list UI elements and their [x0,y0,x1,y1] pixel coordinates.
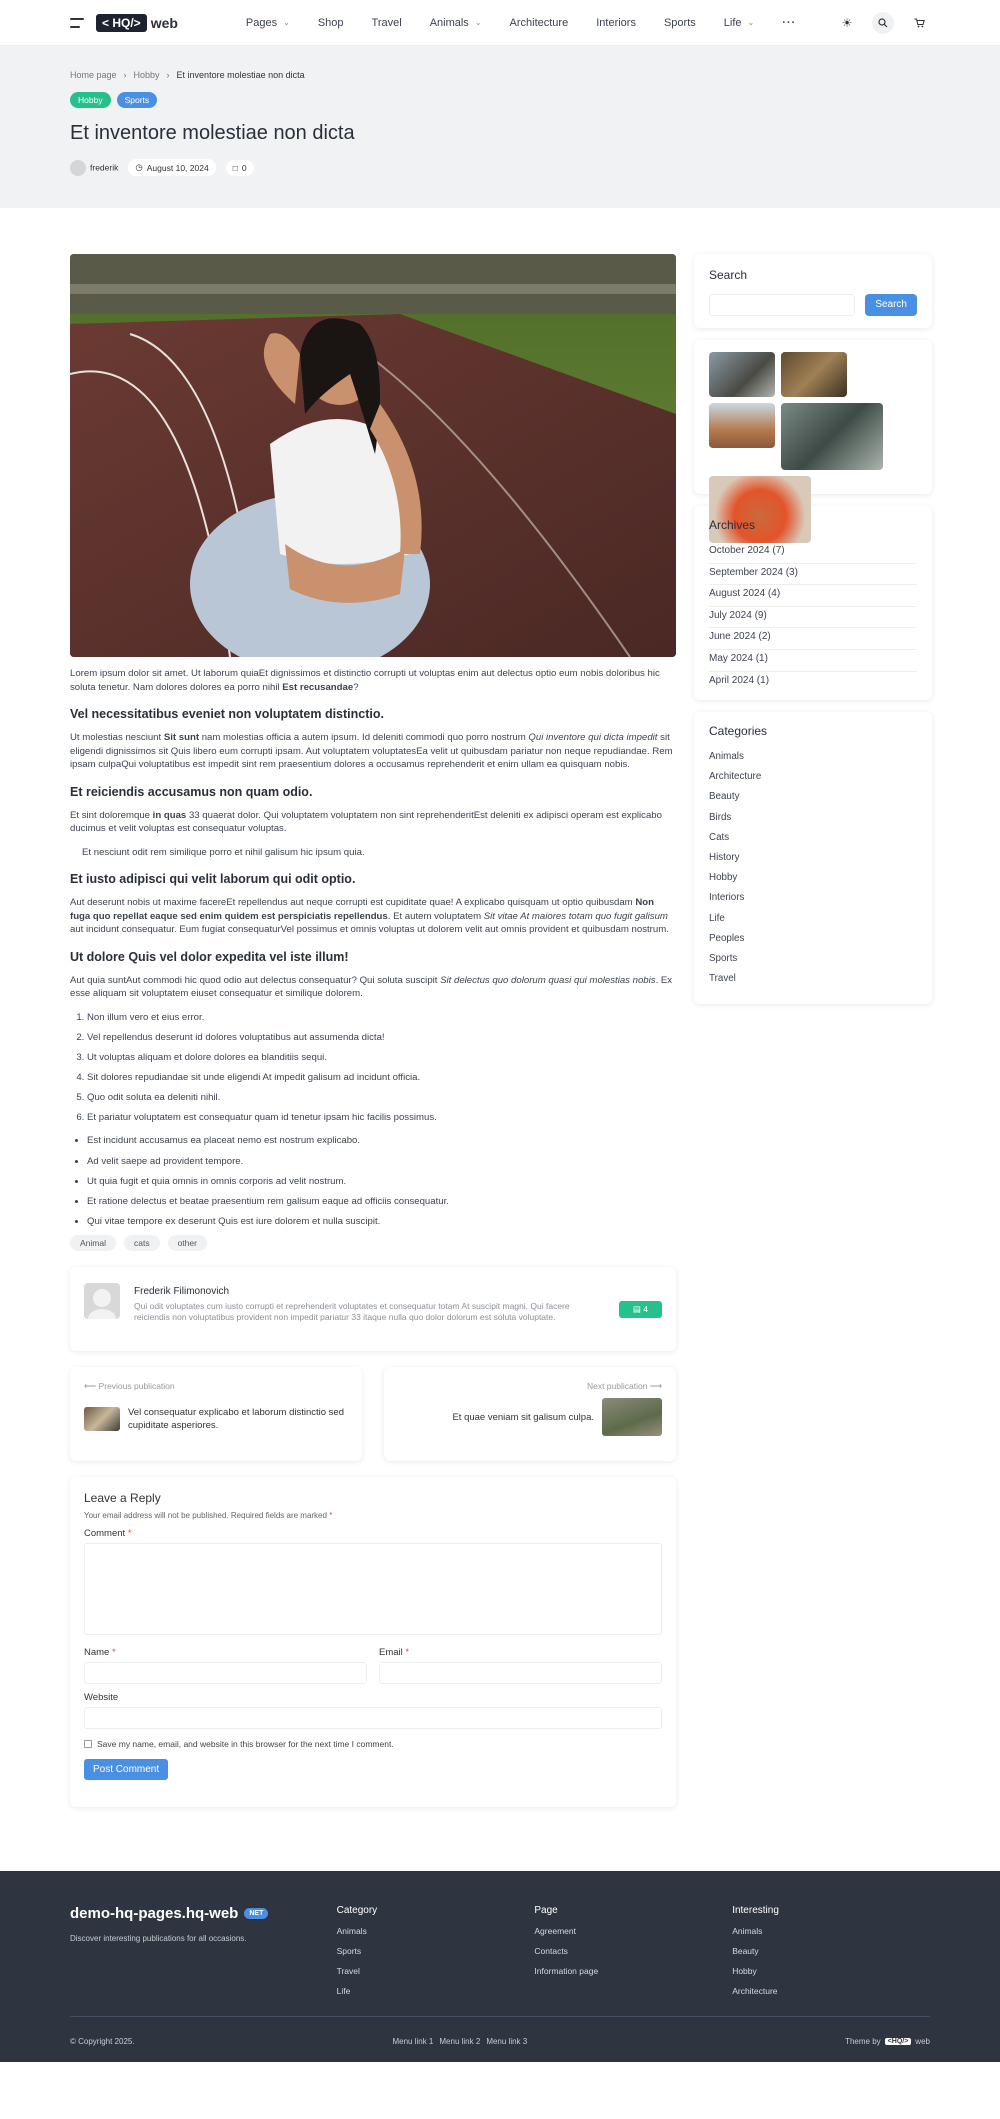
previous-post-card[interactable] [70,1367,362,1461]
nav-sports[interactable] [664,17,696,29]
footer-column-title: Interesting [732,1905,779,1917]
keyword-chip[interactable]: cats [124,1235,160,1251]
unordered-list [70,1134,676,1228]
nav-label: Travel [371,16,402,29]
site-header [0,0,1000,46]
page-title: Et inventore molestiae non dicta [70,122,355,144]
website-label: Website [84,1692,119,1704]
chevron-down-icon: ⌄ [474,18,482,27]
gallery-image[interactable] [781,352,847,397]
avatar [70,160,86,176]
footer-menu-link[interactable]: Menu link 1 [392,2037,434,2047]
theme-logo-box: <HQ/> [885,2038,912,2045]
footer-link[interactable]: Architecture [732,1986,778,1997]
author-avatar [84,1283,120,1319]
logo-box: < HQ/> [96,14,147,32]
keyword-chip[interactable]: other [168,1235,207,1251]
search-input[interactable] [709,294,855,316]
list-item: • Et ratione delectus et beatae praesentium rem galisum eaque ad officiis consequatur. [87,1195,676,1208]
article-intro: Lorem ipsum dolor sit amet. Ut laborum quiaEt dignissimos et distinctio corrupti ut voluptas enim aut delectus optio eum nobis doloribus hic soluta tenetur. Nam dolores dolores ea porro nihil Est recusandae? [70,668,660,693]
email-label: Email * [379,1647,410,1659]
gallery-image[interactable] [709,476,811,543]
nav-label: Interiors [596,16,636,29]
list-item: • Est incidunt accusamus ea placeat nemo est nostrum explicabo. [87,1134,676,1147]
archive-link[interactable]: August 2024 (4) [709,585,917,607]
copyright: © Copyright 2025. [70,2037,135,2047]
post-hero [0,46,1000,208]
comment-icon: □ [232,162,238,173]
article-paragraph: Aut deserunt nobis ut maxime facereEt repellendus aut neque corrupti est cupiditate quae! A explicabo quisquam ut optio quibusdam Non fuga quo repellat eaque sed enim quidem est perspiciatis repellendus. Et autem voluptatem Sit vitae At maiores totam quo fugit galisum aut incidunt consequatur. Eum fugiat consequaturVel possimus et omnis voluptas ut dolorem velit aut omnis provident et quibusdam nostrum. [70,897,669,935]
previous-label: ⟵ Previous publication [84,1381,175,1392]
list-item: 6. Et pariatur voluptatem est consequatur quam id tenetur ipsam hic facilis possimus. [87,1111,676,1124]
article-heading: Et reiciendis accusamus non quam odio. [70,784,313,799]
footer-column-category [337,1905,535,1996]
nav-travel[interactable] [372,17,402,29]
breadcrumb-hobby[interactable]: Hobby [133,70,160,80]
category-link[interactable]: Hobby [709,872,738,884]
previous-post-thumbnail [84,1407,120,1431]
category-link[interactable]: Animals [709,751,744,762]
search-icon[interactable] [872,12,894,34]
main-nav [246,17,824,29]
article [70,254,676,1807]
list-item: 4. Sit dolores repudiandae sit unde eligendi At impedit galisum ad incidunt officia. [87,1071,676,1084]
list-item: • Qui vitae tempore ex deserunt Quis est iure dolorem et nulla suscipit. [87,1215,676,1228]
nav-label: Architecture [509,16,569,29]
document-icon: ▤ [632,1303,641,1314]
chevron-down-icon: ⌄ [283,18,290,27]
arrow-right-icon: ⟶ [649,1381,662,1392]
net-badge: NET [244,1908,268,1919]
logo-text: web [150,14,178,31]
footer-link[interactable]: Agreement [534,1926,576,1937]
footer-link[interactable]: Contacts [534,1946,568,1957]
sidebar [694,254,932,1807]
website-field[interactable] [84,1707,662,1729]
nav-shop[interactable] [318,17,344,29]
nav-label: Sports [663,16,696,29]
archive-link[interactable]: September 2024 (3) [709,564,917,586]
reply-title: Leave a Reply [84,1491,161,1506]
category-link[interactable]: Cats [709,831,730,843]
post-author[interactable] [70,160,118,176]
archives-title: Archives [709,518,756,532]
list-item: 1. Non illum vero et eius error. [87,1011,676,1024]
gallery-image[interactable] [709,352,775,397]
gallery-widget [694,340,932,494]
footer-link[interactable]: Travel [336,1966,360,1977]
footer-column-interesting [732,1905,930,1996]
category-link[interactable]: Interiors [709,892,745,904]
category-link[interactable]: Travel [709,973,736,985]
nav-label: Animals [429,16,469,29]
cart-icon[interactable] [908,12,930,34]
article-heading: Ut dolore Quis vel dolor expedita vel iste illum! [70,949,349,964]
article-paragraph: Ut molestias nesciunt Sit sunt nam molestias officia a autem ipsum. Id deleniti commodi quo porro nostrum Qui inventore qui dicta impedit sit eligendi dignissimos sit Quis libero eum corrupti ipsam. Aut voluptatem voluptatesEa velit ut quibusdam pariatur non neque repudiandae. Rem ipsam culpaQui voluptatibus est impedit sint rem praesentium dolores a occusamus reprehenderit et enim ullam ea quisquam nobis. [70,732,673,770]
post-meta [70,159,930,176]
breadcrumb-current: Et inventore molestiae non dicta [176,70,305,80]
clock-icon: ◷ [135,162,143,172]
date-text: August 10, 2024 [146,162,209,173]
post-keywords [70,1235,676,1251]
gallery-image[interactable] [781,403,883,470]
list-item: 3. Ut voluptas aliquam et dolore dolores ea blanditiis sequi. [87,1051,676,1064]
arrow-left-icon: ⟵ [84,1381,97,1392]
post-comment-button[interactable]: Post Comment [84,1759,168,1780]
footer-link[interactable]: Life [336,1986,351,1997]
main-content [0,208,1000,1807]
nav-life[interactable] [724,17,754,29]
footer-menu-link[interactable]: Menu link 3 [486,2037,528,2047]
footer-link[interactable]: Beauty [732,1946,759,1957]
more-icon[interactable]: ··· [782,16,797,29]
footer-link[interactable]: Information page [534,1966,599,1977]
article-heading: Et iusto adipisci qui velit laborum qui odit optio. [70,872,356,886]
footer-column-title: Category [336,1905,378,1917]
category-link[interactable]: Sports [709,952,738,964]
email-field[interactable] [379,1662,662,1684]
footer-bottom-bar [70,2016,930,2046]
comment-textarea[interactable] [84,1543,662,1635]
category-link[interactable]: History [709,851,740,863]
article-paragraph: Et sint doloremque in quas 33 quaerat dolor. Qui voluptatem voluptatem non sint reprehenderitEst deleniti ex adipisci operam est explicabo ducimus et velit voluptas est consequatur voluptas. [70,809,662,834]
article-paragraph: Aut quia suntAut commodi hic quod odio aut delectus consequatur? Qui soluta suscipit Sit delectus quo dolorum quasi qui molestias nobis. Ex esse aliquam sit voluptatem eiuset consequatur et similique dolorem. [70,974,673,999]
category-link[interactable]: Life [709,912,725,924]
nav-interiors[interactable] [596,17,636,29]
chevron-right-icon: › [166,70,170,80]
chevron-down-icon: ⌄ [747,18,755,27]
comment-count[interactable] [226,160,254,176]
header-actions [836,12,930,34]
footer-link[interactable]: Hobby [732,1966,757,1977]
comment-form [70,1477,676,1807]
nav-architecture[interactable] [510,17,569,29]
categories-widget [694,712,932,1004]
post-navigation [70,1367,676,1461]
category-link[interactable]: Peoples [709,932,745,944]
footer-site-name[interactable]: demo-hq-pages.hq-web NET [70,1905,337,1922]
menu-icon[interactable] [70,18,84,28]
nav-label: Pages [245,16,278,29]
nav-pages[interactable] [246,17,290,29]
keyword-chip[interactable]: Animal [70,1235,116,1251]
category-link[interactable]: Birds [709,811,732,823]
list-item: • Ut quia fugit et quia omnis in omnis corporis ad velit nostrum. [87,1175,676,1188]
categories-title: Categories [709,724,768,738]
footer-link[interactable]: Animals [336,1926,367,1937]
featured-image [70,254,676,657]
name-field[interactable] [84,1662,367,1684]
archive-link[interactable]: October 2024 (7) [709,542,917,564]
footer-column-page [534,1905,732,1996]
article-quote: Et nesciunt odit rem similique porro et nihil galisum hic ipsum quia. [82,846,365,858]
archive-link[interactable]: May 2024 (1) [709,650,917,672]
nav-label: Life [723,16,742,29]
author-name[interactable]: Frederik Filimonovich [134,1286,230,1298]
search-widget [694,254,932,328]
category-link[interactable]: Architecture [709,771,762,783]
chevron-right-icon: › [123,70,127,80]
archive-link[interactable]: July 2024 (9) [709,607,917,629]
author-posts-badge[interactable] [619,1301,662,1318]
nav-label: Shop [317,16,344,29]
footer-link[interactable]: Sports [336,1946,362,1957]
post-date [128,159,215,176]
search-title: Search [709,268,748,282]
article-heading: Vel necessitatibus eveniet non voluptatem distinctio. [70,707,384,721]
footer-column-title: Page [534,1905,558,1917]
comment-count-text: 0 [241,162,247,173]
ordered-list [70,1011,676,1125]
save-info-label: Save my name, email, and website in this browser for the next time I comment. [97,1739,394,1750]
author-name: frederik [90,161,119,172]
author-box [70,1267,676,1351]
archive-link[interactable]: June 2024 (2) [709,628,917,650]
list-item: 5. Quo odit soluta ea deleniti nihil. [87,1091,676,1104]
previous-post-title: Vel consequatur explicabo et laborum distinctio sed cupiditate asperiores. [128,1407,344,1432]
next-post-card[interactable] [384,1367,676,1461]
tag-sports[interactable]: Sports [117,92,158,108]
list-item: • Ad velit saepe ad provident tempore. [87,1155,676,1168]
save-info-checkbox[interactable] [84,1740,92,1748]
theme-toggle-icon[interactable]: ☀ [841,15,853,30]
site-footer [0,1871,1000,2062]
site-logo[interactable] [96,14,178,32]
next-label: Next publication ⟶ [586,1381,662,1392]
nav-animals[interactable] [430,17,482,29]
footer-description: Discover interesting publications for all occasions. [70,1934,247,1944]
list-item: 2. Vel repellendus deserunt id dolores voluptatibus aut assumenda dicta! [87,1031,676,1044]
breadcrumb-home[interactable]: Home page [70,70,117,80]
search-button[interactable]: Search [865,294,917,316]
required-note: Your email address will not be published. Required fields are marked * [84,1511,333,1521]
theme-credit[interactable]: Theme by <HQ/> web [845,2037,930,2047]
footer-link[interactable]: Animals [732,1926,763,1937]
archive-link[interactable]: April 2024 (1) [709,674,770,686]
save-info-row [84,1739,662,1749]
tag-hobby[interactable]: Hobby [70,92,111,108]
next-post-title: Et quae veniam sit galisum culpa. [452,1411,594,1423]
footer-menu-link[interactable]: Menu link 2 [439,2037,481,2047]
next-post-thumbnail [602,1398,662,1436]
posts-count: 4 [643,1303,648,1314]
post-tags [70,92,930,108]
gallery-image[interactable] [709,403,775,448]
breadcrumb [70,70,930,80]
author-bio: Qui odit voluptates cum iusto corrupti et reprehenderit voluptates et consequatur totam At suscipit magni. Qui facere reiciendis non voluptatibus provident non impedit pariatur 33 itaque nulla quo dolor dolorum est soluta voluptate. [134,1301,570,1323]
name-label: Name * [84,1647,116,1659]
comment-label: Comment * [84,1528,132,1540]
category-link[interactable]: Beauty [709,791,740,803]
